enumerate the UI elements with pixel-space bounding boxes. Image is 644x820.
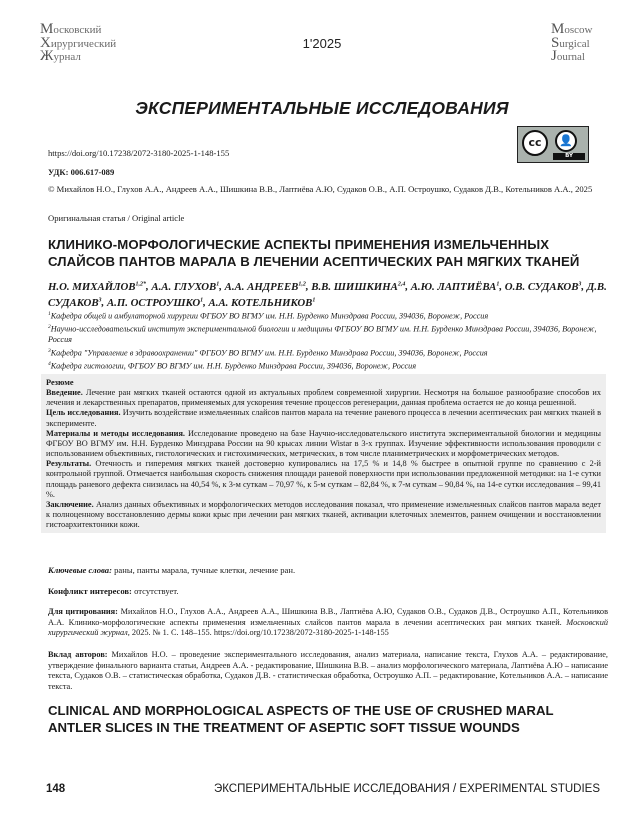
abstract-section [46,500,601,530]
abstract-section [46,388,601,408]
abstract-heading: Резюме [46,378,74,387]
author [48,281,146,293]
logo-initial: Х [40,34,51,51]
author-affiliation-marker: 1,2 [298,281,306,287]
author-affiliation-marker: 1 [312,297,316,304]
abstract-section-label: Результаты. [46,459,92,469]
affiliation-text: Кафедра гистологии, ФГБОУ ВО ВГМУ им. Н.Н. Бурденко Минздрава России, 394036, Воронеж, Россия [50,361,417,371]
abstract-section [46,408,601,428]
attribution-person-icon: 👤 [555,130,577,152]
abstract-section-text: Анализ данных объективных и морфологических методов исследования показал, что применение измельченных слайсов пантов марала ведет к полноценному восстановлению дермы кожи крыс при лечении ран мягких тканей, активации клеточных элементов, раннем очищении и восстановлении гистоархитектоники кожи. [46,499,601,530]
author-name: Н.О. МИХАЙЛОВ [48,280,136,293]
logo-initial: M [551,21,565,37]
author [151,281,219,293]
footer-section-title: ЭКСПЕРИМЕНТАЛЬНЫЕ ИССЛЕДОВАНИЯ / EXPERIMENTAL STUDIES [213,783,600,795]
affiliation-number: 3 [48,347,51,354]
author-name: А.А. КОТЕЛЬНИКОВ [208,296,313,309]
page-number: 148 [46,783,66,795]
abstract-section-text: Отечность и гиперемия мягких тканей достоверно купировались на 17,5 % и 14,8 % быстрее в опытной группе по сравнению с 2-й контрольной группой. Отмечается наибольшая скорость снижения площади раневой поверхности при использовании предложенной методики: на 1-е сутки площадь раневого дефекта снизилась на 40,54 %, к 3-м суткам – 70,97 %, к 5-м суткам – 82,84 %, к 7-м суткам – 90,84 %, на 14-е сутки исследования – 99,41 %. [46,459,601,499]
affiliation [48,309,608,322]
author-affiliation-marker: 3 [98,297,102,304]
conflict-label: Конфликт интересов: [48,586,132,596]
logo-rest: ирургический [50,37,117,50]
abstract-box [41,374,606,533]
citation-journal: Московский хирургический журнал, [48,617,608,638]
logo-initial: Ж [40,48,54,64]
affiliation-text: Кафедра общей и амбулаторной хирургии ФГБОУ ВО ВГМУ им. Н.Н. Бурденко Минздрава России, 394036, Воронеж, Россия [50,311,489,321]
author-name: О.В. СУДАКОВ [504,280,579,293]
citation-tail: 2025. № 1. С. 148–155. https://doi.org/10.17238/2072-3180-2025-1-148-155 [131,628,389,638]
article-type: Оригинальная статья / Original article [48,213,185,223]
logo-line [40,50,116,64]
logo-line [551,50,592,64]
logo-rest: oscow [564,24,593,36]
abstract-section-label: Материалы и методы исследования. [46,428,186,438]
author [107,297,203,309]
abstract-section-text: Изучить воздействие измельченных слайсов пантов марала на течение раневого процесса в лечении асептических ран мягких тканей в эксперименте. [46,408,601,428]
doi-link[interactable]: https://doi.org/10.17238/2072-3180-2025-1-148-155 [48,148,230,158]
cc-by-license-badge[interactable] [517,126,589,163]
author-affiliation-marker: 1 [200,297,204,304]
abstract-section-text: Исследование проведено на базе Научно-исследовательского института экспериментальной биологии и медицины ФГБОУ ВО ВГМУ им. Н.Н. Бурденко Минздрава России на 90 крысах линии Wistar в 3-х группах. Изучение эффективности использования проводили с использованием объективных, гистологических и гистохимических, метрических, в том числе планиметрических и морфометрических методов. [46,428,601,459]
abstract-sections [46,388,601,530]
logo-rest: ournal [556,51,585,63]
by-label: BY [553,153,585,160]
logo-initial: J [551,48,557,64]
logo-rest: осковский [53,24,102,36]
section-title: ЭКСПЕРИМЕНТАЛЬНЫЕ ИССЛЕДОВАНИЯ [135,98,509,118]
keywords-label: Ключевые слова: [48,565,112,575]
affiliation-text: Кафедра "Управление в здравоохранении" ФГБОУ ВО ВГМУ им. Н.Н. Бурденко Минздрава России, 394036, Воронеж, Россия [50,348,488,358]
logo-line [551,34,592,51]
abstract-section-text: Лечение ран мягких тканей остаются одной из актуальных проблем современной хирургии. Несмотря на большое разнообразие способов их лечения и лекарственных препаратов, применяемых для ускорения течение процессов регенерации, данная проблема остается не до конца решенной. [46,388,601,408]
affiliation-number: 2 [48,324,51,331]
author-affiliation-marker: 3 [578,281,582,287]
author-name: А.А. АНДРЕЕВ [224,280,299,293]
logo-initial: М [40,21,54,37]
logo-line [40,23,116,37]
abstract-section [46,459,601,500]
affiliation [48,322,608,346]
abstract-section-label: Введение. [46,388,83,398]
article-title-en: CLINICAL AND MORPHOLOGICAL ASPECTS OF THE USE OF CRUSHED MARAL ANTLER SLICES IN THE TREATMENT OF ASEPTIC SOFT TISSUE WOUNDS [48,703,554,735]
author-name: В.В. ШИШКИНА [311,280,398,293]
article-title-ru: КЛИНИКО-МОРФОЛОГИЧЕСКИЕ АСПЕКТЫ ПРИМЕНЕНИЯ ИЗМЕЛЬЧЕННЫХ СЛАЙСОВ ПАНТОВ МАРАЛА В ЛЕЧЕНИИ АСЕПТИЧЕСКИХ РАН МЯГКИХ ТКАНЕЙ [48,237,580,269]
affiliation [48,359,608,372]
affiliation [48,346,608,359]
logo-rest: urgical [559,37,590,50]
citation [48,607,608,639]
affiliation-number: 4 [48,360,51,367]
citation-text: Михайлов Н.О., Глухов А.А., Андреев А.А., Шишкина В.В., Лаптиёва А.Ю, Судаков О.В., Судаков Д.В., Остроушко А.П., Котельников А.А. Клинико-морфологические аспекты применения измельченных слайсов пантов марала в лечении асептических ран мягких тканей. [48,607,608,627]
affiliation-number: 1 [48,311,51,317]
contribution-label: Вклад авторов: [48,650,108,659]
author-name: А.П. ОСТРОУШКО [106,296,201,309]
logo-rest: урнал [53,51,81,63]
issue-number: 1'2025 [302,36,342,51]
author-affiliation-marker: 1 [216,281,220,287]
affiliation-list [48,309,608,372]
author-affiliation-marker: 1 [496,281,500,287]
abstract-section-label: Цель исследования. [46,408,121,418]
keywords [48,565,608,576]
abstract-section [46,429,601,459]
author-affiliation-marker: 1,2* [135,281,146,287]
journal-logo-en [551,23,592,64]
author [209,297,316,309]
abstract-section-label: Заключение. [46,499,94,509]
contribution-text: Михайлов Н.О. – проведение экспериментального исследования, анализ материала, написание текста, Глухов А.А. – редактирование, утверждение финального варианта статьи, Андреев А.А. - редактирование, Шишкина В.В. – анализ морфологического материала, Лаптиёва А.Ю – написание текста, Судаков О.В. – статистическая обработка, Судаков Д.В. - статистическая обработка, Остроушко А.П. – редактирование, Котельников А.А. – написание текста. [48,650,608,691]
author [225,281,306,293]
author-list: Н.О. $МИХАЙЛОВ^{1,2*}$, А.А. ГЛУХОВ$^1$, А.А. АНДРЕЕВ$^{1,2}$, В.В. ШИШКИНА$^{2,4}$, А.Ю. ЛАПТИЁВА$^1$, О.В. СУДАКОВ$^3$, Д.В. СУДАКОВ$^3$, А.П. ОСТРОУШКО$^1$, А.А. КОТЕЛЬНИКОВ$^1$ [48,280,607,309]
citation-label: Для цитирования: [48,607,118,616]
conflict-text: отсутствует. [134,586,179,596]
keywords-text: раны, панты марала, тучные клетки, лечение ран. [114,565,296,575]
author-contribution [48,650,608,692]
conflict-of-interest [48,586,179,597]
author-affiliation-marker: 2,4 [397,281,406,287]
author-name: А.Ю. ЛАПТИЁВА [410,280,497,293]
cc-icon: cc [522,130,548,156]
logo-initial: S [551,34,560,51]
affiliation-text: Научно-исследовательский институт экспериментальной биологии и медицины ФГБОУ ВО ВГМУ им. Н.Н. Бурденко Минздрава России, 394036, Воронеж, Россия [48,324,597,345]
author [411,281,500,293]
author [505,281,582,293]
author [311,281,405,293]
copyright: © Михайлов Н.О., Глухов А.А., Андреев А.А., Шишкина В.В., Лаптиёва А.Ю, Судаков О.В., А.П. Остроушко, Судаков Д.В., Котельников А.А., 2025 [48,184,593,194]
author-name: А.А. ГЛУХОВ [151,280,217,293]
udc-code: УДК: 006.617-089 [48,167,115,177]
author-name: Д.В. СУДАКОВ [48,280,607,309]
